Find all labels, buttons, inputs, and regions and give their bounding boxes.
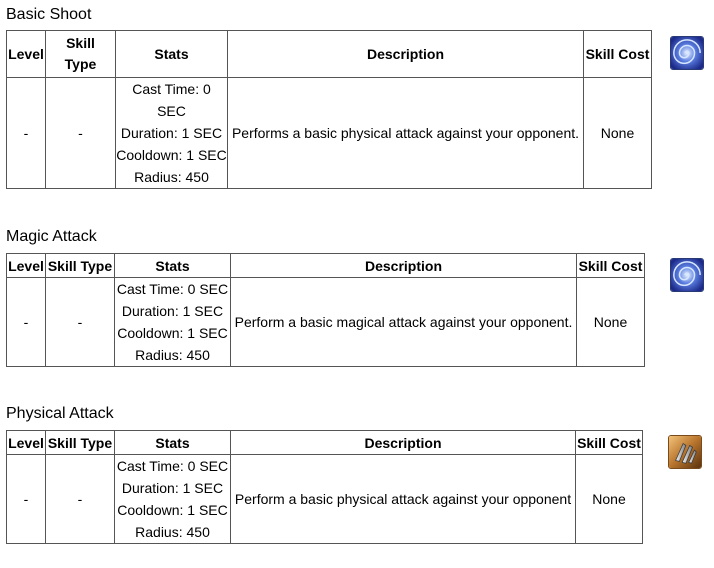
stat-cast-time: Cast Time: 0 SEC <box>116 281 229 297</box>
cell-skill-cost: None <box>576 455 643 544</box>
cell-description: Performs a basic physical attack against your opponent. <box>228 78 584 189</box>
metal-claw-icon <box>668 435 702 469</box>
header-skill-cost: Skill Cost <box>577 254 645 278</box>
cell-level: - <box>7 78 46 189</box>
cell-level: - <box>7 278 46 367</box>
stat-duration: Duration: 1 SEC <box>121 480 224 496</box>
stat-radius: Radius: 450 <box>135 524 210 540</box>
cell-skill-type: - <box>46 78 116 189</box>
skill-title-physical-attack: Physical Attack <box>6 405 114 422</box>
stat-duration: Duration: 1 SEC <box>121 303 224 319</box>
cell-skill-cost: None <box>584 78 652 189</box>
header-skill-cost: Skill Cost <box>576 431 643 455</box>
metal-claw-icon-graphic <box>669 436 701 468</box>
header-skill-type: Skill Type <box>46 254 115 278</box>
stat-duration: Duration: 1 SEC <box>120 125 223 141</box>
stat-cast-time-unit: SEC <box>157 103 186 119</box>
header-skill-type <box>46 31 116 78</box>
header-stats: Stats <box>116 31 228 78</box>
table-row <box>7 78 652 189</box>
header-description: Description <box>228 31 584 78</box>
header-level: Level <box>7 31 46 78</box>
cell-skill-cost: None <box>577 278 645 367</box>
skill-table-magic-attack <box>6 253 645 367</box>
header-stats: Stats <box>115 431 231 455</box>
table-row <box>7 455 643 544</box>
table-header-row <box>7 254 645 278</box>
cell-skill-type: - <box>46 455 115 544</box>
stat-cooldown: Cooldown: 1 SEC <box>117 502 228 518</box>
stat-cooldown: Cooldown: 1 SEC <box>117 325 228 341</box>
blue-swirl-icon-graphic <box>671 37 703 69</box>
stat-cast-time: Cast Time: 0 <box>132 81 211 97</box>
skill-title-basic-shoot: Basic Shoot <box>6 6 92 23</box>
cell-stats <box>115 455 231 544</box>
blue-swirl-icon <box>670 36 704 70</box>
header-skill-type-line1: Skill <box>66 35 95 51</box>
table-header-row <box>7 431 643 455</box>
skill-table-basic-shoot <box>6 30 652 189</box>
cell-description: Perform a basic physical attack against your opponent <box>231 455 576 544</box>
header-stats: Stats <box>115 254 231 278</box>
blue-swirl-icon-graphic <box>671 259 703 291</box>
stat-cooldown: Cooldown: 1 SEC <box>116 147 227 163</box>
skill-title-magic-attack: Magic Attack <box>6 228 97 245</box>
cell-skill-type: - <box>46 278 115 367</box>
header-description: Description <box>231 431 576 455</box>
cell-description: Perform a basic magical attack against your opponent. <box>231 278 577 367</box>
skill-table-physical-attack <box>6 430 643 544</box>
header-level: Level <box>7 254 46 278</box>
stat-radius: Radius: 450 <box>134 169 209 185</box>
header-skill-type: Skill Type <box>46 431 115 455</box>
header-description: Description <box>231 254 577 278</box>
stat-cast-time: Cast Time: 0 SEC <box>116 458 229 474</box>
table-row <box>7 278 645 367</box>
cell-stats <box>115 278 231 367</box>
header-level: Level <box>7 431 46 455</box>
stat-radius: Radius: 450 <box>135 347 210 363</box>
cell-level: - <box>7 455 46 544</box>
blue-swirl-icon <box>670 258 704 292</box>
table-header-row <box>7 31 652 78</box>
header-skill-cost: Skill Cost <box>584 31 652 78</box>
header-skill-type-line2: Type <box>64 56 97 72</box>
cell-stats <box>116 78 228 189</box>
